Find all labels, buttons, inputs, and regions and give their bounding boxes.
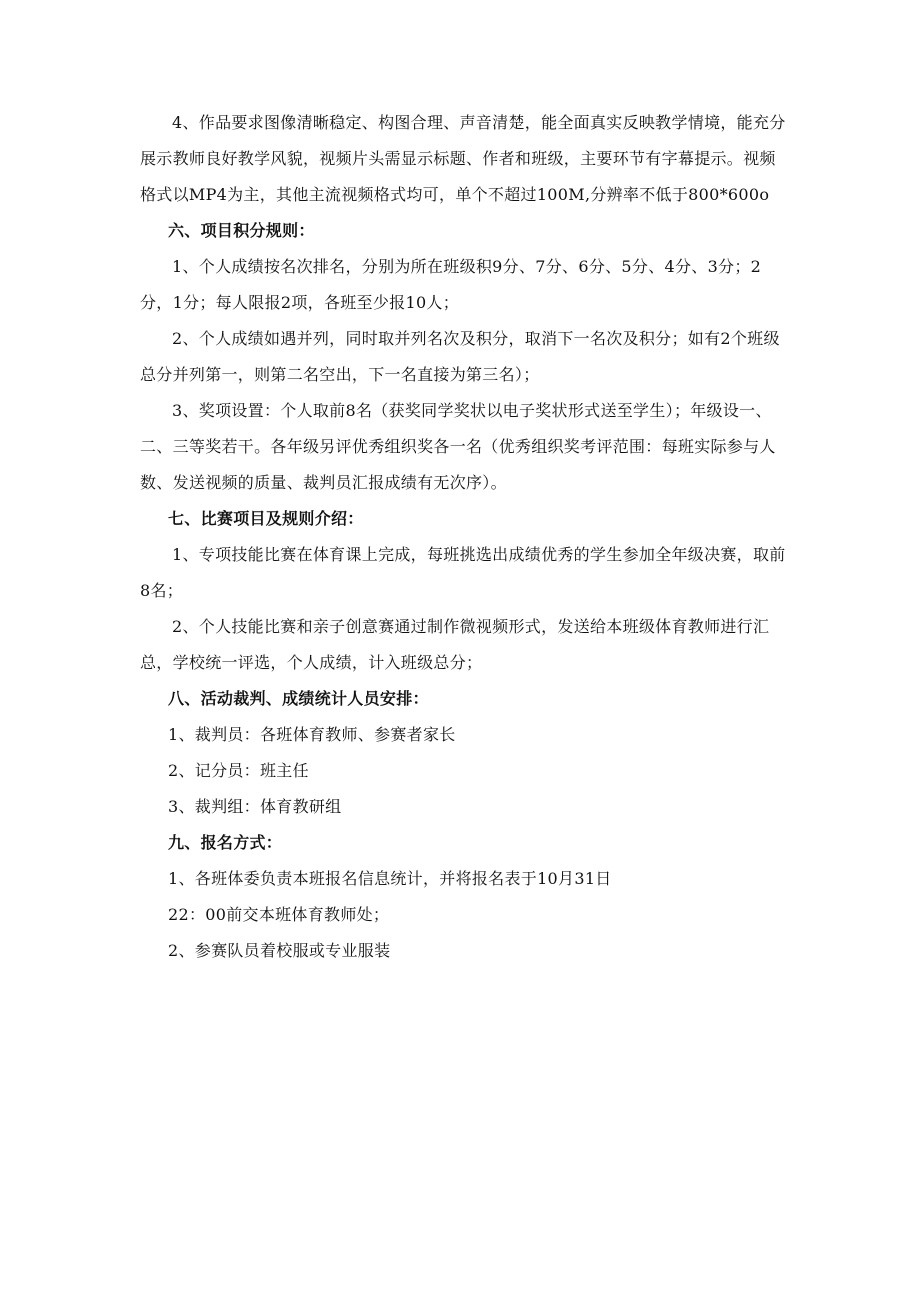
section-heading-scoring-rules: 六、项目积分规则： [168,221,315,240]
list-item-referee-group: 3、裁判组：体育教研组 [168,797,342,816]
section-heading-registration: 九、报名方式： [168,833,283,852]
document-body [140,105,790,969]
paragraph-events-2: 2、个人技能比赛和亲子创意赛通过制作微视频形式，发送给本班级体育教师进行汇总，学校统一评选，个人成绩，计入班级总分； [140,617,770,672]
list-item-registration-1a: 1、各班体委负责本班报名信息统计，并将报名表于10月31日 [168,869,612,888]
list-item-registration-2: 2、参赛队员着校服或专业服装 [168,941,391,960]
paragraph-item-4: 4、作品要求图像清晰稳定、构图合理、声音清楚，能全面真实反映教学情境，能充分展示教师良好教学风貌，视频片头需显示标题、作者和班级，主要环节有字幕提示。视频格式以MP4为主，其他主流视频格式均可，单个不超过100M,分辨率不低于800*600o [140,113,786,204]
list-item-scorer: 2、记分员：班主任 [168,761,309,780]
section-heading-referees: 八、活动裁判、成绩统计人员安排： [168,689,429,708]
section-heading-events-rules: 七、比赛项目及规则介绍： [168,509,364,528]
list-item-registration-1b: 22：00前交本班体育教师处； [168,905,390,924]
paragraph-scoring-2: 2、个人成绩如遇并列，同时取并列名次及积分，取消下一名次及积分；如有2个班级总分并列第一，则第二名空出，下一名直接为第三名）； [140,329,780,384]
paragraph-events-1: 1、专项技能比赛在体育课上完成，每班挑选出成绩优秀的学生参加全年级决赛，取前8名； [140,545,786,600]
list-item-referee: 1、裁判员：各班体育教师、参赛者家长 [168,725,456,744]
paragraph-scoring-3: 3、奖项设置：个人取前8名（获奖同学奖状以电子奖状形式送至学生）；年级设一、二、三等奖若干。各年级另评优秀组织奖各一名（优秀组织奖考评范围：每班实际参与人数、发送视频的质量、裁判员汇报成绩有无次序）。 [140,401,776,492]
paragraph-scoring-1: 1、个人成绩按名次排名，分别为所在班级积9分、7分、6分、5分、4分、3分；2分，1分；每人限报2项，各班至少报10人； [140,257,762,312]
